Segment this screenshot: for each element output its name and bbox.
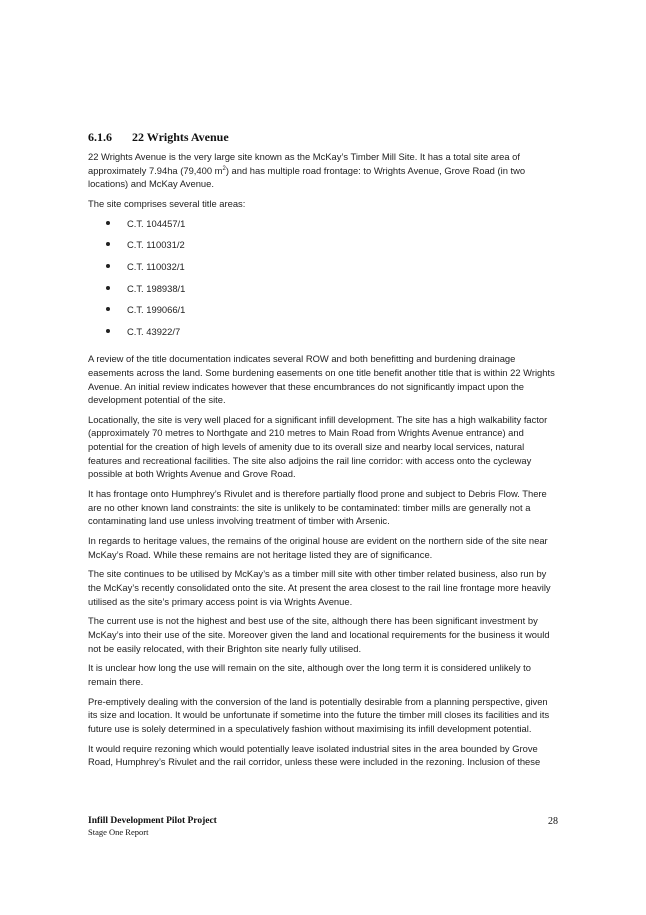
- paragraph-conversion: Pre-emptively dealing with the conversion of the land is potentially desirable from a planning perspective, given its size and location. It would be unfortunate if sometime into the future the timber mill closes its facilities and its future use is solely determined in a speculatively fashion without maximising its infill development potential.: [88, 695, 550, 734]
- list-item: [88, 260, 558, 282]
- paragraph-best-use: The current use is not the highest and best use of the site, although there has been significant investment by McKay’s into their use of the site. Moreover given the land and locational requirements for the business it would not be easily relocated, with their Brighton site nearly fully utilised.: [88, 615, 550, 654]
- superscript: 2: [222, 165, 226, 172]
- paragraph-location: Locationally, the site is very well placed for a significant infill development. The site has a high walkability factor (approximately 70 metres to Northgate and 210 metres to Main Road from Wrights Avenue entrance) and potential for the creation of high levels of amenity due to its overall size and nearby local services, natural features and recreational facilities. The site also adjoins the rail line corridor: with access onto the cycleway possible at both Wrights Avenue and Grove Road.: [88, 413, 548, 480]
- paragraph-heritage: In regards to heritage values, the remains of the original house are evident on the northern side of the site near McKay’s Road. While these remains are not heritage listed they are of significance.: [88, 535, 548, 560]
- paragraph-duration: It is unclear how long the use will remain on the site, although over the long term it is considered unlikely to remain there.: [88, 662, 531, 687]
- section-heading: [88, 130, 229, 145]
- paragraph-constraints: It has frontage onto Humphrey’s Rivulet and is therefore partially flood prone and subject to Debris Flow. There are no other known land constraints: the site is unlikely to be contaminated: timber mills are generally not a contaminating land use unless involving treatment of timber with Arsenic.: [88, 488, 547, 527]
- list-item-text: C.T. 104457/1: [127, 217, 186, 229]
- bullet-icon: [106, 242, 110, 246]
- paragraph-site-description: [88, 150, 558, 191]
- section-number: 6.1.6: [88, 130, 112, 144]
- paragraph-current-use: The site continues to be utilised by McKay’s as a timber mill site with other timber related business, also run by the McKay’s recently consolidated onto the site. At present the area closest to the rail line frontage more heavily utilised as the site’s primary access point is via Wrights Avenue.: [88, 568, 551, 607]
- list-item-text: C.T. 199066/1: [127, 304, 186, 316]
- footer-report: Stage One Report: [88, 827, 149, 837]
- list-item-text: C.T. 110032/1: [127, 260, 185, 272]
- footer-project: Infill Development Pilot Project: [88, 816, 217, 826]
- title-list: [88, 217, 558, 347]
- paragraph-title-review: A review of the title documentation indicates several ROW and both benefitting and burdening drainage easements across the land. Some burdening easements on one title benefit another title that is within 22 Wrights Avenue. An initial review indicates however that these encumbrances do not significantly impact upon the development potential of the site.: [88, 353, 555, 406]
- list-item-text: C.T. 43922/7: [127, 325, 181, 337]
- section-body: [88, 150, 558, 775]
- list-item: [88, 217, 558, 239]
- bullet-icon: [106, 307, 110, 311]
- list-item-text: C.T. 110031/2: [127, 239, 185, 251]
- page-number: 28: [548, 816, 558, 827]
- list-item-text: C.T. 198938/1: [127, 282, 186, 294]
- bullet-icon: [106, 286, 110, 290]
- list-item: [88, 282, 558, 304]
- paragraph-rezoning: It would require rezoning which would potentially leave isolated industrial sites in the area bounded by Grove Road, Humphrey’s Rivulet and the rail corridor, unless these were included in the rezoning. Inclusion of these: [88, 742, 541, 768]
- list-item: [88, 238, 558, 260]
- bullet-icon: [106, 221, 110, 225]
- paragraph-text: 22 Wrights Avenue is the very large site known as the McKay’s Timber Mill Site. It has a total site area of approximately 7.94ha (79,400 m: [88, 151, 520, 176]
- paragraph-text: ) and has multiple road frontage: to Wrights Avenue, Grove Road (in two locations) and McKay Avenue.: [88, 164, 526, 190]
- footer: [88, 816, 217, 837]
- bullet-icon: [106, 264, 110, 268]
- paragraph-title-intro: The site comprises several title areas:: [88, 197, 246, 209]
- list-item: [88, 303, 558, 325]
- list-item: [88, 325, 558, 347]
- bullet-icon: [106, 329, 110, 333]
- section-title: 22 Wrights Avenue: [132, 130, 229, 144]
